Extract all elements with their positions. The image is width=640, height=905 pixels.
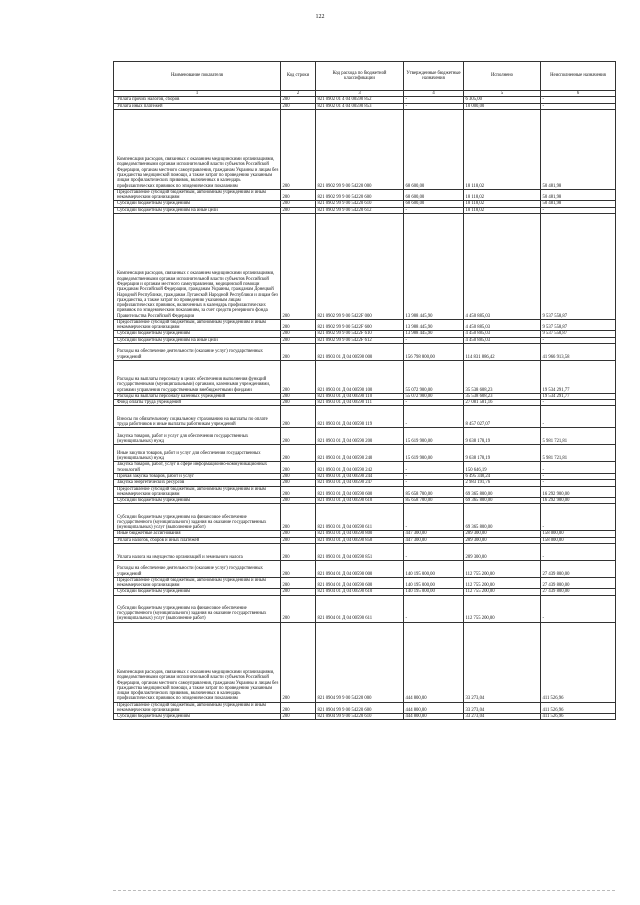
row-code: 200 bbox=[281, 543, 316, 560]
row-name: Фонд оплаты труда учреждений bbox=[114, 400, 281, 406]
row-executed: 289 300,00 bbox=[464, 543, 541, 560]
row-remaining: 50 481,98 bbox=[541, 189, 616, 201]
row-executed: 8 457 027,07 bbox=[464, 406, 541, 428]
row-executed: 112 755 200,00 bbox=[464, 589, 541, 595]
row-executed: 18 118,02 bbox=[464, 207, 541, 213]
row-budget-code: 821 0903 01 Д 04 00590 240 bbox=[316, 445, 404, 462]
row-name: Субсидии бюджетным учреждениям bbox=[114, 589, 281, 595]
row-executed: 69 365 800,00 bbox=[464, 498, 541, 504]
row-remaining: - bbox=[541, 543, 616, 560]
row-name: Субсидии бюджетным учреждениям bbox=[114, 331, 281, 337]
row-code: 200 bbox=[281, 406, 316, 428]
row-remaining: 411 526,96 bbox=[541, 622, 616, 702]
row-name: Уплата иных платежей bbox=[114, 103, 281, 109]
table-row bbox=[114, 319, 616, 331]
header-name: Наименование показателя bbox=[114, 62, 281, 91]
row-name: Предоставление субсидий бюджетным, автономным учреждениям и иным некоммерческим организациям bbox=[114, 189, 281, 201]
row-remaining: - bbox=[541, 473, 616, 479]
row-approved: 156 798 800,00 bbox=[404, 343, 464, 360]
row-budget-code: 821 0903 01 Д 04 00590 800 bbox=[316, 531, 404, 537]
row-executed: 112 755 200,00 bbox=[464, 577, 541, 589]
row-name: Расходы на выплаты персоналу в целях обеспечения выполнения функций государственными (муниципальными) органами, казенными учреждениями, органами управления государственными внебюджетными фондами bbox=[114, 360, 281, 393]
column-number: 5 bbox=[464, 91, 541, 97]
row-remaining: - bbox=[541, 400, 616, 406]
row-code: 200 bbox=[281, 393, 316, 399]
row-code: 200 bbox=[281, 207, 316, 213]
row-remaining: 158 000,00 bbox=[541, 531, 616, 537]
row-code: 200 bbox=[281, 319, 316, 331]
table-row bbox=[114, 213, 616, 319]
row-code: 200 bbox=[281, 97, 316, 103]
row-code: 200 bbox=[281, 103, 316, 109]
header-approved: Утвержденные бюджетные назначения bbox=[404, 62, 464, 91]
row-executed: 33 273,04 bbox=[464, 702, 541, 714]
row-approved: 140 195 000,00 bbox=[404, 560, 464, 577]
header-budget-code: Код расхода по бюджетной классификации bbox=[316, 62, 404, 91]
row-budget-code: 821 0903 01 Д 04 00590 610 bbox=[316, 498, 404, 504]
row-approved: 13 988 445,90 bbox=[404, 213, 464, 319]
row-budget-code: 821 0903 01 Д 04 00590 851 bbox=[316, 543, 404, 560]
row-budget-code: 821 0903 01 Д 04 00590 611 bbox=[316, 504, 404, 531]
table-row bbox=[114, 486, 616, 498]
row-approved: 444 800,00 bbox=[404, 714, 464, 720]
row-code: 200 bbox=[281, 343, 316, 360]
row-remaining: - bbox=[541, 406, 616, 428]
column-number: 4 bbox=[404, 91, 464, 97]
row-approved: 444 800,00 bbox=[404, 622, 464, 702]
row-executed: 9 638 178,19 bbox=[464, 428, 541, 445]
row-executed: 69 365 800,00 bbox=[464, 486, 541, 498]
row-budget-code: 821 0904 01 Д 04 00590 610 bbox=[316, 589, 404, 595]
row-remaining: - bbox=[541, 103, 616, 109]
table-row bbox=[114, 462, 616, 474]
row-name: Расходы на выплаты персоналу казенных учреждений bbox=[114, 393, 281, 399]
row-name: Расходы на обеспечение деятельности (оказание услуг) государственных учреждений bbox=[114, 560, 281, 577]
row-budget-code: 821 0902 99 9 00 5422F 610 bbox=[316, 331, 404, 337]
row-approved: 68 600,00 bbox=[404, 109, 464, 189]
row-executed: 2 983 191,76 bbox=[464, 480, 541, 486]
table-row bbox=[114, 445, 616, 462]
row-budget-code: 821 0903 01 Д 04 00590 119 bbox=[316, 406, 404, 428]
row-executed: 112 755 200,00 bbox=[464, 595, 541, 622]
row-budget-code: 821 0904 99 9 00 54220 600 bbox=[316, 702, 404, 714]
row-remaining: 16 292 900,00 bbox=[541, 486, 616, 498]
row-name: Закупка товаров, работ и услуг для обеспечения государственных (муниципальных) нужд bbox=[114, 428, 281, 445]
row-approved: - bbox=[404, 595, 464, 622]
row-code: 200 bbox=[281, 189, 316, 201]
row-remaining: 19 534 291,77 bbox=[541, 360, 616, 393]
table-row bbox=[114, 560, 616, 577]
row-name: Уплата налога на имущество организаций и земельного налога bbox=[114, 543, 281, 560]
header-unexecuted: Неисполненные назначения bbox=[541, 62, 616, 91]
row-budget-code: 821 0902 99 9 00 5422F 000 bbox=[316, 213, 404, 319]
row-name: Субсидии бюджетным учреждениям bbox=[114, 714, 281, 720]
footer-divider bbox=[113, 890, 615, 891]
row-name: Компенсация расходов, связанных с оказанием медицинскими организациями, подведомственными органам исполнительной власти субъектов Российской Федерации и органам местного самоуправления, медицинской помощи гражданам Российской Федерации, гражданам Украины, гражданам Донецкой Народной Республики, гражданам Луганской Народной Республики и лицам без гражданства, а также затрат по проведению указанным лицам профилактических прививок, включенных в календарь профилактических прививок по эпидемическим показаниям, за счет средств резервного фонда Правительства Российской Федерации bbox=[114, 213, 281, 319]
table-row bbox=[114, 406, 616, 428]
row-code: 200 bbox=[281, 622, 316, 702]
row-code: 200 bbox=[281, 400, 316, 406]
row-code: 200 bbox=[281, 445, 316, 462]
row-code: 200 bbox=[281, 331, 316, 337]
row-executed: 4 450 885,03 bbox=[464, 337, 541, 343]
row-code: 200 bbox=[281, 109, 316, 189]
row-code: 200 bbox=[281, 480, 316, 486]
row-remaining: - bbox=[541, 504, 616, 531]
row-budget-code: 821 0903 01 Д 04 00590 200 bbox=[316, 428, 404, 445]
row-name: Иные бюджетные ассигнования bbox=[114, 531, 281, 537]
row-name: Предоставление субсидий бюджетным, автономным учреждениям и иным некоммерческим организациям bbox=[114, 486, 281, 498]
row-approved: 13 988 445,90 bbox=[404, 319, 464, 331]
row-code: 200 bbox=[281, 531, 316, 537]
row-remaining: 19 534 291,77 bbox=[541, 393, 616, 399]
table-row bbox=[114, 622, 616, 702]
row-code: 200 bbox=[281, 473, 316, 479]
row-approved: - bbox=[404, 473, 464, 479]
row-approved: 140 195 000,00 bbox=[404, 577, 464, 589]
row-remaining: 9 537 558,87 bbox=[541, 319, 616, 331]
row-remaining: 5 981 721,81 bbox=[541, 428, 616, 445]
row-remaining: 411 526,96 bbox=[541, 702, 616, 714]
row-budget-code: 821 0903 01 Д 04 00590 600 bbox=[316, 486, 404, 498]
row-approved: - bbox=[404, 480, 464, 486]
budget-expenditure-table bbox=[113, 61, 616, 720]
row-name: Субсидии бюджетным учреждениям на иные цели bbox=[114, 337, 281, 343]
row-executed: 69 365 800,00 bbox=[464, 504, 541, 531]
row-remaining: 27 439 800,00 bbox=[541, 560, 616, 577]
row-name: Уплата прочих налогов, сборов bbox=[114, 97, 281, 103]
row-executed: 10 000,00 bbox=[464, 103, 541, 109]
row-budget-code: 821 0902 99 9 00 54220 600 bbox=[316, 189, 404, 201]
row-approved: 15 619 900,00 bbox=[404, 445, 464, 462]
row-executed: 18 118,02 bbox=[464, 201, 541, 207]
row-approved: - bbox=[404, 400, 464, 406]
table-body bbox=[114, 97, 616, 720]
header-code: Код строки bbox=[281, 62, 316, 91]
row-code: 200 bbox=[281, 504, 316, 531]
row-remaining: 9 537 558,87 bbox=[541, 331, 616, 337]
page-number: 122 bbox=[315, 14, 325, 20]
row-executed: 6 495 340,24 bbox=[464, 473, 541, 479]
row-name: Иные закупки товаров, работ и услуг для обеспечения государственных (муниципальных) нужд bbox=[114, 445, 281, 462]
row-approved: 444 800,00 bbox=[404, 702, 464, 714]
row-code: 200 bbox=[281, 360, 316, 393]
row-remaining: - bbox=[541, 462, 616, 474]
header-executed: Исполнено bbox=[464, 62, 541, 91]
row-code: 200 bbox=[281, 595, 316, 622]
row-approved: 68 600,00 bbox=[404, 189, 464, 201]
row-code: 200 bbox=[281, 577, 316, 589]
row-code: 200 bbox=[281, 201, 316, 207]
table-row bbox=[114, 109, 616, 189]
row-remaining: 5 981 721,81 bbox=[541, 445, 616, 462]
row-code: 200 bbox=[281, 337, 316, 343]
row-remaining: - bbox=[541, 480, 616, 486]
row-name: Уплата налогов, сборов и иных платежей bbox=[114, 537, 281, 543]
row-approved: - bbox=[404, 337, 464, 343]
row-budget-code: 821 0902 99 9 00 5422F 612 bbox=[316, 337, 404, 343]
row-executed: 114 831 886,42 bbox=[464, 343, 541, 360]
row-executed: 27 081 581,16 bbox=[464, 400, 541, 406]
table-header-row bbox=[114, 62, 616, 91]
column-number: 1 bbox=[114, 91, 281, 97]
row-remaining: 16 292 900,00 bbox=[541, 498, 616, 504]
row-code: 200 bbox=[281, 537, 316, 543]
row-remaining: 9 537 558,87 bbox=[541, 213, 616, 319]
row-executed: 18 118,02 bbox=[464, 189, 541, 201]
row-executed: 9 638 178,19 bbox=[464, 445, 541, 462]
row-name: Предоставление субсидий бюджетным, автономным учреждениям и иным некоммерческим организациям bbox=[114, 319, 281, 331]
row-approved: - bbox=[404, 207, 464, 213]
row-budget-code: 821 0902 99 9 00 5422F 600 bbox=[316, 319, 404, 331]
row-name: Субсидии бюджетным учреждениям на иные цели bbox=[114, 207, 281, 213]
row-budget-code: 821 0904 99 9 00 54220 610 bbox=[316, 714, 404, 720]
row-remaining: 158 000,00 bbox=[541, 537, 616, 543]
row-remaining: 50 481,98 bbox=[541, 201, 616, 207]
row-remaining: - bbox=[541, 595, 616, 622]
column-number: 3 bbox=[316, 91, 404, 97]
table-row bbox=[114, 714, 616, 720]
row-approved: - bbox=[404, 543, 464, 560]
row-name: Прочая закупка товаров, работ и услуг bbox=[114, 473, 281, 479]
row-budget-code: 821 0902 99 9 00 54220 000 bbox=[316, 109, 404, 189]
row-code: 200 bbox=[281, 498, 316, 504]
row-remaining: 41 966 913,58 bbox=[541, 343, 616, 360]
row-executed: 289 300,00 bbox=[464, 531, 541, 537]
row-executed: 150 646,19 bbox=[464, 462, 541, 474]
row-executed: 33 273,04 bbox=[464, 714, 541, 720]
row-executed: 289 300,00 bbox=[464, 537, 541, 543]
column-number: 6 bbox=[541, 91, 616, 97]
row-approved: 447 300,00 bbox=[404, 537, 464, 543]
row-approved: 13 988 445,90 bbox=[404, 331, 464, 337]
row-code: 200 bbox=[281, 486, 316, 498]
row-executed: 4 450 885,03 bbox=[464, 319, 541, 331]
row-remaining: 50 481,98 bbox=[541, 109, 616, 189]
row-executed: 6 305,00 bbox=[464, 97, 541, 103]
row-remaining: - bbox=[541, 337, 616, 343]
row-approved: 55 072 900,00 bbox=[404, 360, 464, 393]
row-code: 200 bbox=[281, 589, 316, 595]
row-budget-code: 821 0904 01 Д 04 00590 611 bbox=[316, 595, 404, 622]
row-executed: 4 450 885,03 bbox=[464, 213, 541, 319]
row-budget-code: 821 0903 01 Д 04 00590 242 bbox=[316, 462, 404, 474]
row-code: 200 bbox=[281, 714, 316, 720]
table-row bbox=[114, 595, 616, 622]
row-budget-code: 821 0904 01 Д 04 00590 000 bbox=[316, 560, 404, 577]
row-code: 200 bbox=[281, 702, 316, 714]
row-budget-code: 821 0902 01 4 04 00590 852 bbox=[316, 97, 404, 103]
row-name: Компенсация расходов, связанных с оказанием медицинскими организациями, подведомственными органам исполнительной власти субъектов Российской Федерации, органам местного самоуправления, гражданам Украины и лицам без гражданства медицинской помощи, а также затрат по проведению указанным лицам профилактических прививок, включенных в календарь профилактических прививок по эпидемическим показаниям bbox=[114, 109, 281, 189]
row-name: Расходы на обеспечение деятельности (оказание услуг) государственных учреждений bbox=[114, 343, 281, 360]
row-name: Компенсация расходов, связанных с оказанием медицинскими организациями, подведомственными органам исполнительной власти субъектов Российской Федерации, органам местного самоуправления, гражданам Украины и лицам без гражданства медицинской помощи, а также затрат по проведению указанным лицам профилактических прививок, включенных в календарь профилактических прививок по эпидемическим показаниям bbox=[114, 622, 281, 702]
table-row bbox=[114, 504, 616, 531]
row-budget-code: 821 0903 01 Д 04 00590 244 bbox=[316, 473, 404, 479]
row-code: 200 bbox=[281, 213, 316, 319]
row-name: Взносы по обязательному социальному страхованию на выплаты по оплате труда работников и иные выплаты работникам учреждений bbox=[114, 406, 281, 428]
row-approved: - bbox=[404, 462, 464, 474]
table-row bbox=[114, 343, 616, 360]
row-executed: 33 273,04 bbox=[464, 622, 541, 702]
row-remaining: - bbox=[541, 97, 616, 103]
row-executed: 4 450 885,03 bbox=[464, 331, 541, 337]
row-name: Закупка энергетических ресурсов bbox=[114, 480, 281, 486]
table-row bbox=[114, 360, 616, 393]
row-budget-code: 821 0904 99 9 00 54220 000 bbox=[316, 622, 404, 702]
row-budget-code: 821 0903 01 Д 04 00590 850 bbox=[316, 537, 404, 543]
row-name: Предоставление субсидий бюджетным, автономным учреждениям и иным некоммерческим организациям bbox=[114, 702, 281, 714]
row-approved: - bbox=[404, 504, 464, 531]
row-approved: 15 619 900,00 bbox=[404, 428, 464, 445]
row-name: Субсидии бюджетным учреждениям bbox=[114, 498, 281, 504]
row-budget-code: 821 0902 01 4 04 00590 853 bbox=[316, 103, 404, 109]
row-budget-code: 821 0902 99 9 00 54220 610 bbox=[316, 201, 404, 207]
row-approved: 68 600,00 bbox=[404, 201, 464, 207]
table-row bbox=[114, 189, 616, 201]
row-budget-code: 821 0904 01 Д 04 00590 600 bbox=[316, 577, 404, 589]
row-code: 200 bbox=[281, 462, 316, 474]
row-approved: 55 072 900,00 bbox=[404, 393, 464, 399]
row-budget-code: 821 0903 01 Д 04 00590 247 bbox=[316, 480, 404, 486]
row-name: Субсидии бюджетным учреждениям на финансовое обеспечение государственного (муниципального) задания на оказание государственных (муниципальных) услуг (выполнение работ) bbox=[114, 595, 281, 622]
row-approved: 85 658 700,00 bbox=[404, 486, 464, 498]
row-budget-code: 821 0902 99 9 00 54220 612 bbox=[316, 207, 404, 213]
row-name: Субсидии бюджетным учреждениям на финансовое обеспечение государственного (муниципального) задания на оказание государственных (муниципальных) услуг (выполнение работ) bbox=[114, 504, 281, 531]
row-budget-code: 821 0903 01 Д 04 00590 110 bbox=[316, 393, 404, 399]
row-executed: 35 538 608,23 bbox=[464, 393, 541, 399]
table-row bbox=[114, 428, 616, 445]
table-row bbox=[114, 577, 616, 589]
row-approved: - bbox=[404, 97, 464, 103]
row-remaining: 27 439 800,00 bbox=[541, 589, 616, 595]
column-number: 2 bbox=[281, 91, 316, 97]
row-name: Субсидии бюджетным учреждениям bbox=[114, 201, 281, 207]
row-approved: - bbox=[404, 406, 464, 428]
row-approved: 140 195 000,00 bbox=[404, 589, 464, 595]
row-code: 200 bbox=[281, 428, 316, 445]
row-executed: 35 538 608,23 bbox=[464, 360, 541, 393]
row-remaining: - bbox=[541, 207, 616, 213]
row-budget-code: 821 0903 01 Д 04 00590 111 bbox=[316, 400, 404, 406]
row-name: Закупка товаров, работ, услуг в сфере информационно-коммуникационных технологий bbox=[114, 462, 281, 474]
row-approved: 85 658 700,00 bbox=[404, 498, 464, 504]
row-approved: - bbox=[404, 103, 464, 109]
table-row bbox=[114, 543, 616, 560]
table-row bbox=[114, 702, 616, 714]
row-executed: 112 755 200,00 bbox=[464, 560, 541, 577]
row-approved: 447 300,00 bbox=[404, 531, 464, 537]
row-executed: 18 118,02 bbox=[464, 109, 541, 189]
row-remaining: 27 439 800,00 bbox=[541, 577, 616, 589]
row-code: 200 bbox=[281, 560, 316, 577]
row-remaining: 411 526,96 bbox=[541, 714, 616, 720]
row-budget-code: 821 0903 01 Д 04 00590 100 bbox=[316, 360, 404, 393]
row-name: Предоставление субсидий бюджетным, автономным учреждениям и иным некоммерческим организациям bbox=[114, 577, 281, 589]
row-budget-code: 821 0903 01 Д 04 00590 000 bbox=[316, 343, 404, 360]
